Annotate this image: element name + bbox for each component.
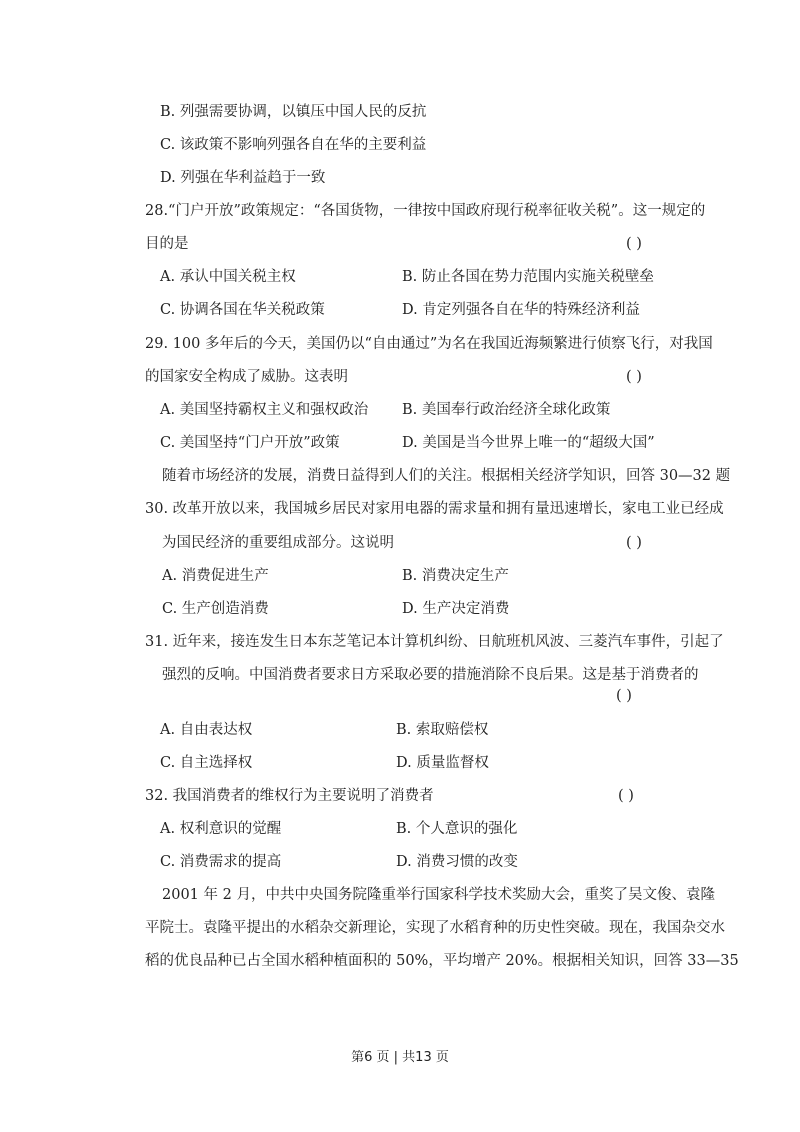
q31-option-d: D. 质量监督权 [396,755,489,771]
q28-stem-line2: 目的是 [145,236,189,252]
page-footer: 第6 页 | 共13 页 [351,1050,449,1065]
q31-option-a: A. 自由表达权 [160,722,253,738]
q31-stem-line2: 强烈的反响。中国消费者要求日方采取必要的措施消除不良后果。这是基于消费者的 [162,667,699,683]
intro-33-35-line2: 平院士。袁隆平提出的水稻杂交新理论，实现了水稻育种的历史性突破。现在，我国杂交水 [145,920,725,936]
q29-stem-line2: 的国家安全构成了威胁。这表明 [145,369,348,385]
q30-option-a: A. 消费促进生产 [162,568,269,584]
q30-stem-line2: 为国民经济的重要组成部分。这说明 [162,535,394,551]
q31-answer-parens: ( ) [616,688,632,704]
q30-answer-parens: ( ) [626,535,642,551]
q27-option-d: D. 列强在华利益趋于一致 [160,170,326,186]
q28-stem-line1: 28.“门户开放”政策规定：“各国货物，一律按中国政府现行税率征收关税”。这一规定的 [145,203,706,219]
intro-30-32: 随着市场经济的发展，消费日益得到人们的关注。根据相关经济学知识，回答 30—32 题 [162,468,731,484]
q30-option-d: D. 生产决定消费 [402,601,510,617]
q29-option-d: D. 美国是当今世界上唯一的“超级大国” [402,435,655,451]
q27-option-c: C. 该政策不影响列强各自在华的主要利益 [160,137,427,153]
q31-option-c: C. 自主选择权 [160,755,253,771]
q28-option-a: A. 承认中国关税主权 [160,269,296,285]
q28-option-b: B. 防止各国在势力范围内实施关税壁垒 [402,269,654,285]
q32-option-b: B. 个人意识的强化 [396,821,518,837]
q29-option-a: A. 美国坚持霸权主义和强权政治 [160,402,369,418]
q30-stem-line1: 30. 改革开放以来，我国城乡居民对家用电器的需求量和拥有量迅速增长，家电工业已经成 [145,501,724,517]
q30-option-b: B. 消费决定生产 [402,568,509,584]
q31-option-b: B. 索取赔偿权 [396,722,489,738]
q32-option-c: C. 消费需求的提高 [160,854,282,870]
q28-answer-parens: ( ) [626,236,642,252]
q32-option-a: A. 权利意识的觉醒 [160,821,282,837]
q31-stem-line1: 31. 近年来，接连发生日本东芝笔记本计算机纠纷、日航班机风波、三菱汽车事件，引起了 [145,634,724,650]
q28-option-d: D. 肯定列强各自在华的特殊经济利益 [402,302,640,318]
intro-33-35-line3: 稻的优良品种已占全国水稻种植面积的 50%，平均增产 20%。根据相关知识，回答 33—35 [145,953,739,969]
intro-33-35-line1: 2001 年 2 月，中共中央国务院隆重举行国家科学技术奖励大会，重奖了吴文俊、袁隆 [162,887,715,903]
q29-answer-parens: ( ) [626,369,642,385]
q32-option-d: D. 消费习惯的改变 [396,854,518,870]
q27-option-b: B. 列强需要协调，以镇压中国人民的反抗 [160,104,427,120]
q29-option-b: B. 美国奉行政治经济全球化政策 [402,402,611,418]
q32-stem: 32. 我国消费者的维权行为主要说明了消费者 [145,788,434,804]
q29-option-c: C. 美国坚持“门户开放”政策 [160,435,340,451]
q29-stem-line1: 29. 100 多年后的今天，美国仍以“自由通过”为名在我国近海频繁进行侦察飞行，对我国 [145,336,713,352]
q30-option-c: C. 生产创造消费 [162,601,269,617]
q32-answer-parens: ( ) [618,788,634,804]
q28-option-c: C. 协调各国在华关税政策 [160,302,325,318]
